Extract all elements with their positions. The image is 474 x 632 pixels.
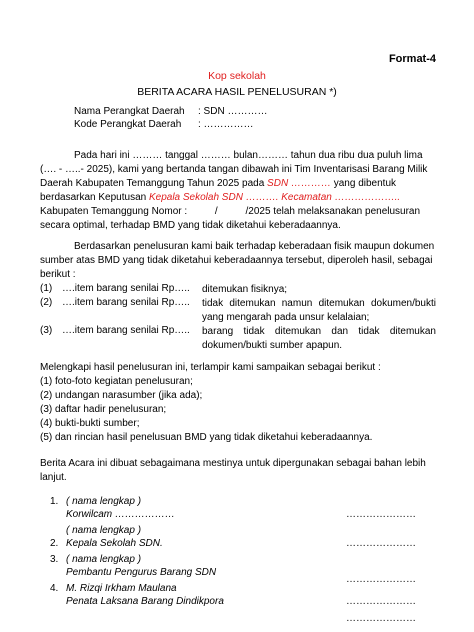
signatory-3-num: 3. xyxy=(50,554,59,565)
signatory-4-name: M. Rizqi Irkham Maulana xyxy=(66,583,177,594)
basis-line-1: Berdasarkan penelusuran kami baik terhadap keberadaan fisik maupun dokumen xyxy=(74,241,435,252)
attachment-3: (3) daftar hadir penelusuran; xyxy=(40,404,167,415)
intro-line-5: Kabupaten Temanggung Nomor : / /2025 telah melaksanakan penelusuran xyxy=(40,206,421,217)
closing-line-1: Berita Acara ini dibuat sebagaimana mestinya untuk dipergunakan sebagai bahan lebih xyxy=(40,458,426,469)
field-label-nama: Nama Perangkat Daerah xyxy=(74,106,185,117)
attachment-2: (2) undangan narasumber (jika ada); xyxy=(40,390,203,401)
attachment-1: (1) foto-foto kegiatan penelusuran; xyxy=(40,376,193,387)
result-3-num: (3) xyxy=(40,325,53,336)
signatory-3-sign: ………………… xyxy=(346,574,416,585)
attachments-intro: Melengkapi hasil penelusuran ini, terlampir kami sampaikan sebagai berikut : xyxy=(40,362,381,373)
signatory-1-name: ( nama lengkap ) xyxy=(66,496,142,507)
intro-line-1: Pada hari ini ……… tanggal ……… bulan……… tahun dua ribu dua puluh lima xyxy=(74,150,423,161)
signatory-4-num: 4. xyxy=(50,583,59,594)
field-value-kode: : …………… xyxy=(198,119,254,130)
keputusan-placeholder: Kepala Sekolah SDN ………. Kecamatan ……………….. xyxy=(148,192,401,203)
document-title: BERITA ACARA HASIL PENELUSURAN *) xyxy=(137,86,337,98)
sdn-placeholder: SDN ………… xyxy=(267,178,331,189)
intro-line-4: berdasarkan Keputusan Kepala Sekolah SDN ………. Kecamatan ……………….. xyxy=(40,192,401,203)
signatory-2-role: Kepala Sekolah SDN. xyxy=(66,538,163,549)
result-2-num: (2) xyxy=(40,297,53,308)
attachment-5: (5) dan rincian hasil penelusuan BMD yang tidak diketahui keberadaannya. xyxy=(40,432,373,443)
extra-sign-line: ………………… xyxy=(346,613,416,624)
basis-line-2: sumber atas BMD yang tidak diketahui keberadaannya tersebut, diperoleh hasil, sebagai xyxy=(40,255,433,266)
basis-line-3: berikut : xyxy=(40,269,76,280)
signatory-2-name: ( nama lengkap ) xyxy=(66,525,142,536)
signatory-2-num: 2. xyxy=(50,538,59,549)
result-1-num: (1) xyxy=(40,283,53,294)
kop-sekolah: Kop sekolah xyxy=(208,70,266,82)
closing-line-2: lanjut. xyxy=(40,472,67,483)
intro-line-2: (…. - …..- 2025), kami yang bertanda tangan dibawah ini Tim Inventarisasi Barang Milik xyxy=(40,164,428,175)
field-value-nama: : SDN ………… xyxy=(198,106,268,117)
signatory-3-name: ( nama lengkap ) xyxy=(66,554,142,565)
result-1-item: ….item barang senilai Rp….. xyxy=(62,283,190,294)
signatory-3-role: Pembantu Pengurus Barang SDN xyxy=(66,567,217,578)
signatory-2-sign: ………………… xyxy=(346,538,416,549)
signatory-4-role: Penata Laksana Barang Dindikpora xyxy=(66,596,224,607)
signatory-1-num: 1. xyxy=(50,496,59,507)
result-1-status: ditemukan fisiknya; xyxy=(202,284,288,295)
result-3-item: ….item barang senilai Rp….. xyxy=(62,325,190,336)
format-label: Format-4 xyxy=(388,53,436,65)
intro-line-3: Daerah Kabupaten Temanggung Tahun 2025 pada SDN ………… yang dibentuk xyxy=(40,178,397,189)
signatory-1-role: Korwilcam ……………… xyxy=(66,509,175,520)
result-2-item: ….item barang senilai Rp….. xyxy=(62,297,190,308)
signatory-1-sign: ………………… xyxy=(346,509,416,520)
intro-line-6: secara optimal, terhadap BMD yang tidak diketahui keberadaannya. xyxy=(40,220,341,231)
result-3-status: barang tidak ditemukan dan tidak ditemukan dokumen/bukti sumber apapun. xyxy=(202,326,436,351)
attachment-4: (4) bukti-bukti sumber; xyxy=(40,418,140,429)
field-label-kode: Kode Perangkat Daerah xyxy=(74,119,182,130)
result-2-status: tidak ditemukan namun ditemukan dokumen/bukti yang mengarah pada unsur kelalaian; xyxy=(202,298,436,323)
signatory-4-sign: ………………… xyxy=(346,596,416,607)
